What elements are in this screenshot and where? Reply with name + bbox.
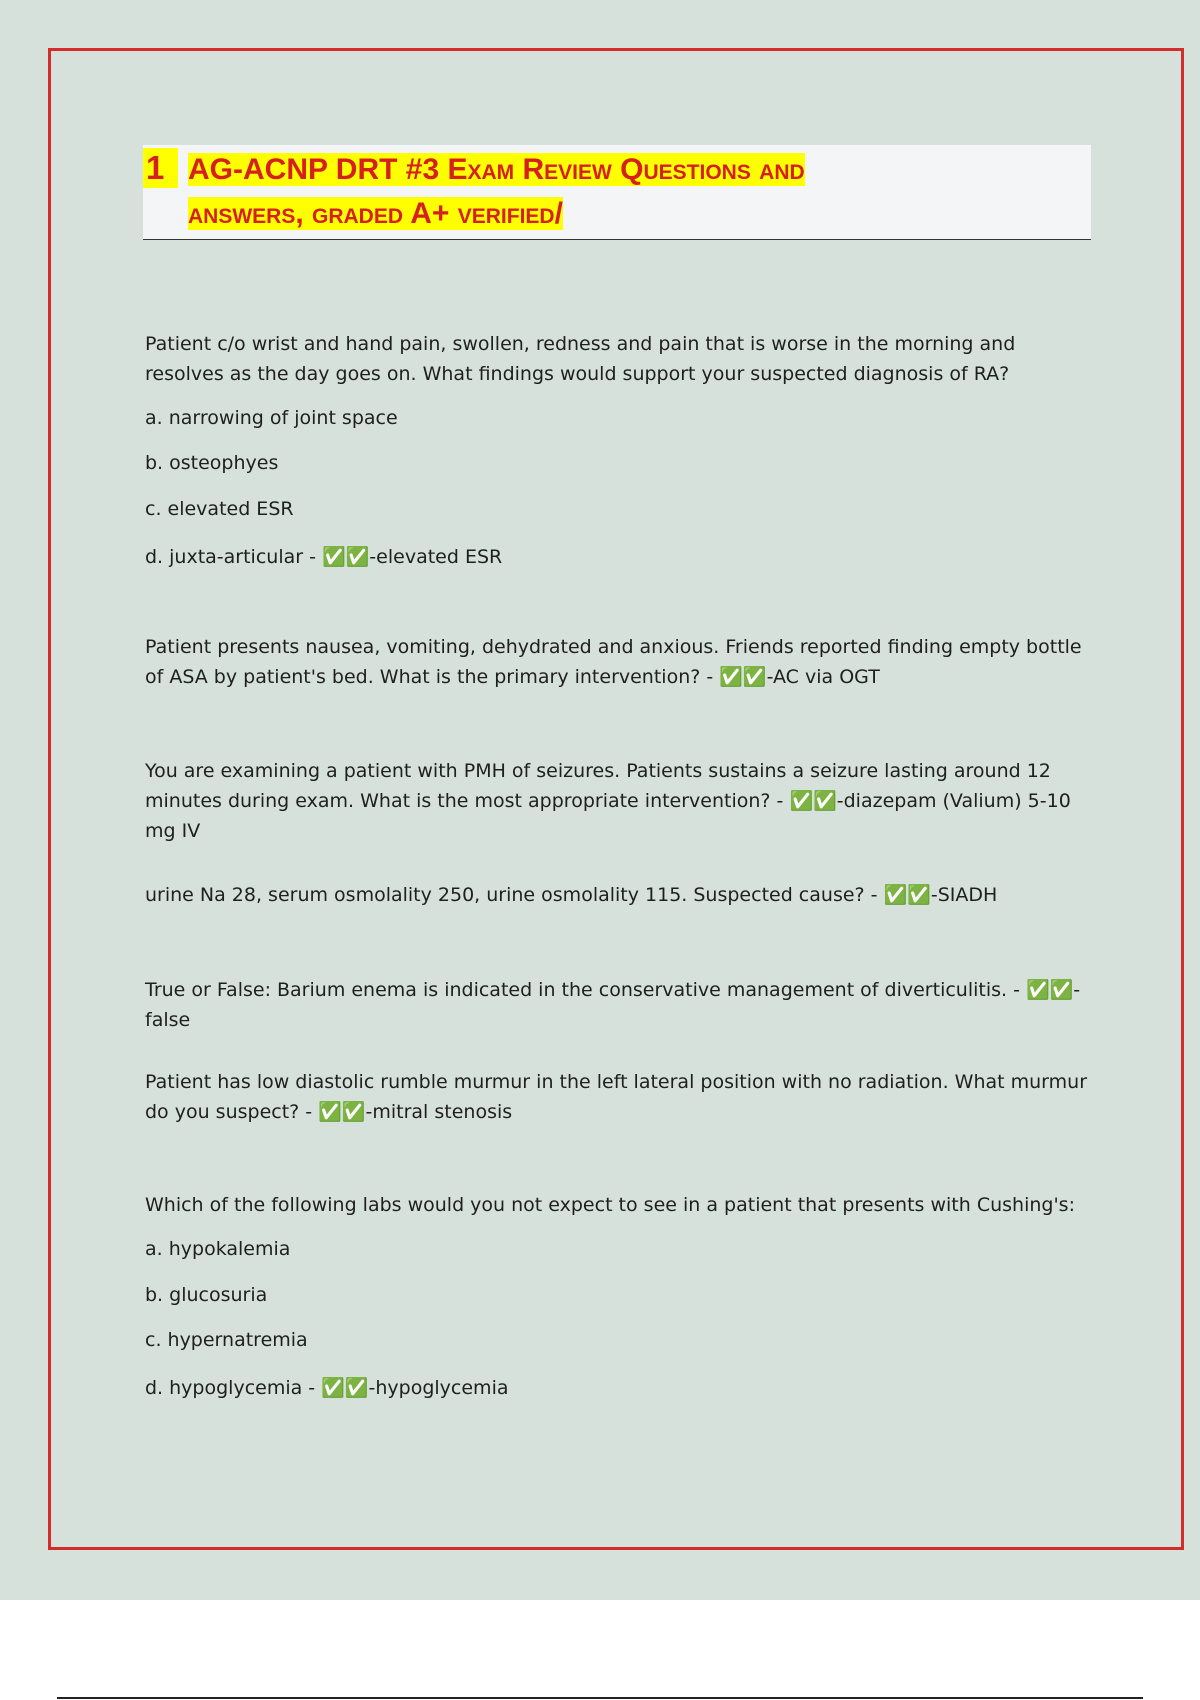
heading-title-line2: answers, graded A+ verified/	[188, 197, 563, 230]
question-7-option-c: c. hypernatremia	[145, 1329, 308, 1351]
question-5-text: True or False: Barium enema is indicated in the conservative management of diverticulitis. - ✅✅-false	[145, 979, 1081, 1031]
question-2-text: Patient presents nausea, vomiting, dehydrated and anxious. Friends reported finding empty bottle of ASA by patient's bed. What is the primary intervention? - ✅✅-AC via OGT	[145, 636, 1082, 688]
heading-title	[188, 148, 1008, 236]
question-1-option-a: a. narrowing of joint space	[145, 407, 398, 429]
question-7-option-b: b. glucosuria	[145, 1284, 268, 1306]
heading-number: 1	[143, 148, 178, 188]
question-3-text: You are examining a patient with PMH of seizures. Patients sustains a seizure lasting around 12 minutes during exam. What is the most appropriate intervention? - ✅✅-diazepam (Valium) 5-10 mg IV	[145, 760, 1071, 842]
heading-title-line1: AG-ACNP DRT #3 Exam Review Questions and	[188, 153, 805, 186]
question-1-option-d: d. juxta-articular - ✅✅-elevated ESR	[145, 546, 503, 568]
document-heading	[143, 145, 1091, 240]
question-7-option-d: d. hypoglycemia - ✅✅-hypoglycemia	[145, 1377, 509, 1399]
question-4-text: urine Na 28, serum osmolality 250, urine osmolality 115. Suspected cause? - ✅✅-SIADH	[145, 884, 998, 906]
question-1-option-b: b. osteophyes	[145, 452, 279, 474]
footer-rule	[57, 1697, 1143, 1699]
question-7-text: Which of the following labs would you not expect to see in a patient that presents with Cushing's:	[145, 1194, 1075, 1216]
question-6-text: Patient has low diastolic rumble murmur in the left lateral position with no radiation. What murmur do you suspect? - ✅✅-mitral stenosis	[145, 1071, 1088, 1123]
question-1-text: Patient c/o wrist and hand pain, swollen, redness and pain that is worse in the morning and resolves as the day goes on. What findings would support your suspected diagnosis of RA?	[145, 333, 1016, 385]
question-7-option-a: a. hypokalemia	[145, 1238, 291, 1260]
question-1-option-c: c. elevated ESR	[145, 498, 294, 520]
